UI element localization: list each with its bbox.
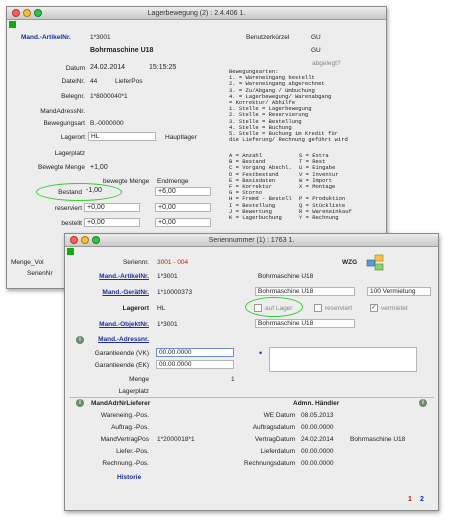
menge-label: Menge <box>129 376 149 383</box>
bewegungsart-value: B.-0000000 <box>90 120 124 127</box>
mandadress-label: MandAdressNr. <box>40 108 85 115</box>
we-datum-value: 08.05.2013 <box>301 412 334 419</box>
vermietet-checkbox[interactable]: ✓ <box>371 304 377 311</box>
mandant-label: Mand.-ArtikelNr. <box>21 34 71 41</box>
seriennr-label: SerienNr <box>27 270 53 277</box>
seriennr-value: 3001 - 004 <box>157 259 189 266</box>
objekt-name-field[interactable]: Bohrmaschine U18 <box>255 319 355 328</box>
vermietung-field[interactable]: 100 Vermietung <box>367 287 431 296</box>
auf-lager-checkbox[interactable] <box>254 304 262 312</box>
auftrag-label: Auftrag.-Pos. <box>111 424 149 431</box>
info-icon[interactable]: i <box>76 336 84 344</box>
text-highlight <box>158 349 192 356</box>
lieferdatum-label: Lieferdatum <box>260 448 295 455</box>
required-marker: • <box>259 348 263 358</box>
page-2-link[interactable]: 2 <box>420 496 424 503</box>
auftragsdatum-label: Auftragsdatum <box>252 424 295 431</box>
bestellt-end-field[interactable]: +0,00 <box>155 218 211 227</box>
belegnr-value: 1*8000040*1 <box>90 93 128 100</box>
admin-haendler-label: Admn. Händler <box>293 400 340 407</box>
page-1-link[interactable]: 1 <box>408 496 412 503</box>
mand-geraet-link[interactable]: Mand.-GerätNr. <box>102 289 149 296</box>
bestellt-label: bestellt <box>61 220 82 227</box>
window-title: Lagerbewegung (2) : 2.4.406 1. <box>147 10 246 17</box>
mandant-value: 1*3001 <box>90 34 111 41</box>
reserviert-end-field[interactable]: +0,00 <box>155 203 211 212</box>
titlebar[interactable] <box>7 7 386 20</box>
dateinr-value: 44 <box>90 78 98 85</box>
bewegte-menge-value: +1,00 <box>90 164 108 171</box>
mand-geraet-value: 1*10000373 <box>157 289 193 296</box>
reserviert-checkbox[interactable] <box>314 304 322 312</box>
rechnungsdatum-label: Rechnungsdatum <box>244 460 295 467</box>
auf-lager-label: auf Lager <box>265 305 293 312</box>
bestellt-bewegt-field[interactable]: +0,00 <box>84 218 140 227</box>
datum-label: Datum <box>65 65 85 72</box>
garantie-vk-label: Garantieende (VK) <box>94 350 149 357</box>
menge-vol-label: Menge_Vol <box>11 259 44 266</box>
hauptlager-label: Hauptlager <box>165 134 197 141</box>
seriennr-label: Seriennr. <box>122 259 149 266</box>
lieferdatum-value: 00.00.0000 <box>301 448 334 455</box>
benutzer-value-2: GU <box>311 47 321 54</box>
lagerort-field[interactable]: HL <box>88 132 156 141</box>
reserviert-label-2: reserviert <box>325 305 353 312</box>
lagerplatz-label-2: Lagerplatz <box>118 388 149 395</box>
bestand-end-field[interactable]: +6,00 <box>155 187 211 196</box>
mand-objekt-value: 1*3001 <box>157 321 178 328</box>
mandvertrag-label: MandVertragPos <box>100 436 149 443</box>
lagerort-value-2: HL <box>157 305 166 312</box>
seriennummer-window <box>64 233 439 511</box>
lagerort-label: Lagerort <box>60 134 85 141</box>
col-bewegte-header: bewegte Menge <box>103 178 150 185</box>
vertragsdatum-label: VertragDatum <box>254 436 295 443</box>
titlebar-2[interactable] <box>65 234 438 247</box>
mand-artikel-link[interactable]: Mand.-ArtikelNr. <box>99 273 149 280</box>
codes-left-legend: A = Anzahl B = Bestand C = Vorgang Abschl. D = Festbestand E = Basisdaten F = Korrektur G = Storno H = Fremd - Bestell I = Bestellung J = Bewertung K = Lagerbuchung <box>229 152 292 222</box>
mand-objekt-link[interactable]: Mand.-ObjektNr. <box>99 321 149 328</box>
reserviert-label: reserviert <box>54 205 82 212</box>
status-indicator-2 <box>67 248 74 255</box>
bewegte-menge-label: Bewegte Menge <box>38 164 85 171</box>
window-title-2: Seriennummer (1) : 1763 1. <box>208 237 295 244</box>
dateinr-label: DateiNr. <box>61 78 85 85</box>
section-divider <box>69 397 434 398</box>
status-indicator <box>9 21 16 28</box>
col-endmenge-header: Endmenge <box>157 178 189 185</box>
wareneing-label: Wareneing.-Pos. <box>100 412 149 419</box>
belegnr-label: Belegnr. <box>61 93 85 100</box>
bestand-label: Bestand <box>58 189 82 196</box>
auftragsdatum-value: 00.00.0000 <box>301 424 334 431</box>
info-icon-right[interactable]: i <box>419 399 427 407</box>
we-datum-label: WE Datum <box>263 412 295 419</box>
lagerplatz-label: Lagerplatz <box>54 150 85 157</box>
datum-value: 24.02.2014 <box>90 64 126 71</box>
vertragsdatum-value: 24.02.2014 <box>301 436 334 443</box>
geraet-name-field[interactable]: Bohrmaschine U18 <box>255 287 355 296</box>
mand-adresse-link[interactable]: Mand.-Adressnr. <box>98 336 149 343</box>
garantie-ek-label: Garantieende (EK) <box>94 362 149 369</box>
abgelegt-label: abgelegt? <box>312 60 341 67</box>
vertrag-geraet-label: Bohrmaschine U18 <box>350 436 406 443</box>
bewegungsart-label: Bewegungsart <box>43 120 85 127</box>
wzg-label: WZG <box>342 259 358 266</box>
mand-artikel-value: 1*3001 <box>157 273 178 280</box>
rechnung-label: Rechnung.-Pos. <box>102 460 149 467</box>
benutzer-value: GU <box>311 34 321 41</box>
codes-right-legend: S = Extra T = Rest U = Eingabe V = Inventur W = Import X = Montage P = Produktion Q = Stückliste R = Wareneinkauf Y = Rechnung <box>299 152 352 222</box>
benutzer-label: Benutzerkürzel <box>246 34 290 41</box>
dateinr-text: LieferPos <box>115 78 143 85</box>
network-icon[interactable] <box>365 252 385 272</box>
vermietet-label: vermietet <box>381 305 408 312</box>
reserviert-bewegt-field[interactable]: +0,00 <box>84 203 140 212</box>
menge-value: 1 <box>231 376 235 383</box>
mand-adr-lieferer-label: MandAdrNrLieferer <box>91 400 151 407</box>
article-name: Bohrmaschine U18 <box>90 47 154 54</box>
garantie-ek-field[interactable]: 00.00.0000 <box>156 360 234 369</box>
bewegungsarten-legend: Bewegungsarten: 1. = Wareneingang bestellt 2. = Wareneingang abgerechnet 3. = Zu/Abgang / Umbuchung 4. = Lagerbewegung/ Warenabgang = Korrektur/ Abhilfe 1. Stelle = Lagerbewegung 2. Stelle = Reservierung 3. Stelle = Bestellung 4. Stelle = Buchung 5. Stelle = Buchung im Kredit für die Lieferung/ Rechnung geführt wird <box>229 68 348 144</box>
lagerort-label-2: Lagerort <box>122 305 149 312</box>
rechnungsdatum-value: 00.00.0000 <box>301 460 334 467</box>
garantie-vk-field[interactable]: 00.00.0000 <box>156 348 234 357</box>
bohrmaschine-label: Bohrmaschine U18 <box>258 273 314 280</box>
liefer-label: Liefer.-Pos. <box>116 448 149 455</box>
notes-area[interactable] <box>269 347 417 372</box>
historie-link[interactable]: Historie <box>117 474 142 481</box>
info-icon-left[interactable]: i <box>76 399 84 407</box>
zeit-value: 15:15:25 <box>149 64 177 71</box>
mandvertrag-value: 1*2000018*1 <box>157 436 195 443</box>
bestand-bewegt-field[interactable]: -1,00 <box>86 187 102 194</box>
